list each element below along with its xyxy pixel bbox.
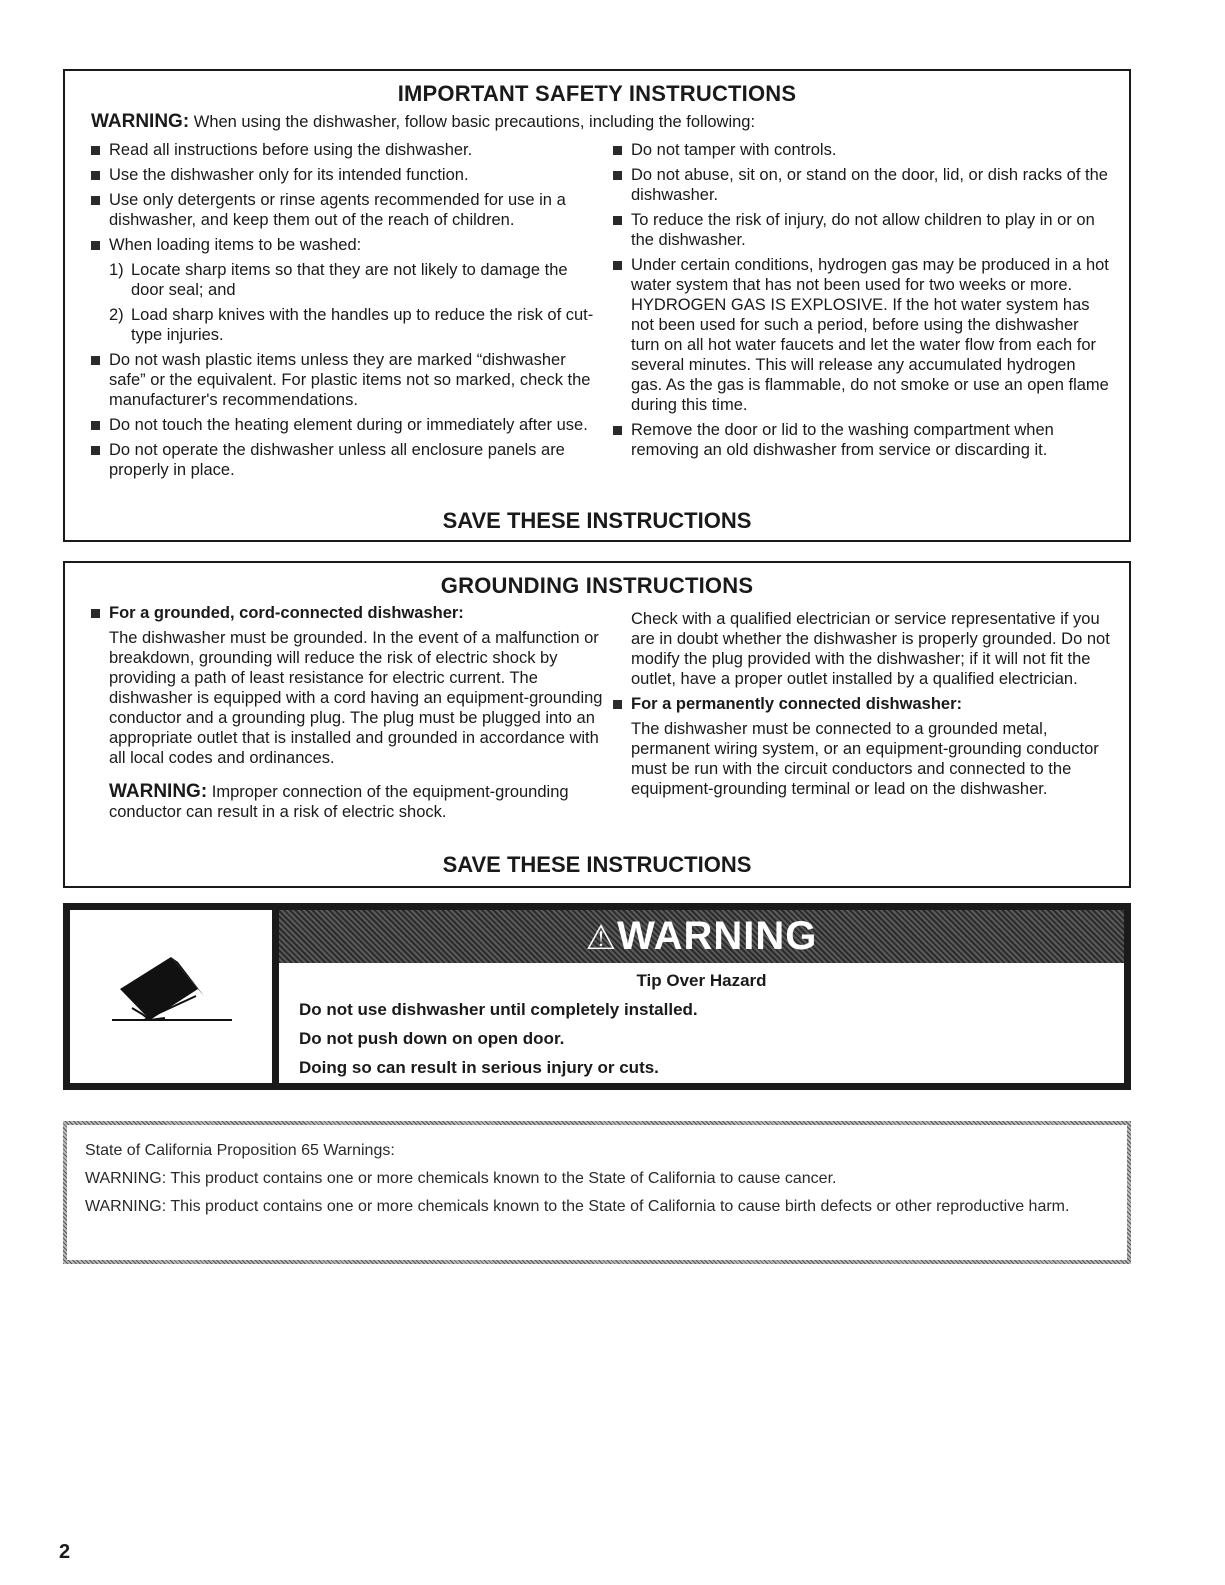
sub-text: Locate sharp items so that they are not likely to damage the door seal; and [131, 261, 568, 299]
warning-banner-label: WARNING [617, 914, 818, 958]
sub-number: 2) [109, 306, 124, 324]
grounding-left-paragraph: The dishwasher must be grounded. In the event of a malfunction or breakdown, grounding will reduce the risk of electric shock by providing a path of least resistance for electric current. The dishwasher is equipped with a cord having an equipment-grounding conductor and a grounding plug. The plug must be plugged into an appropriate outlet that is installed and grounded in accordance with all local codes and ordinances. [109, 629, 603, 767]
warning-label: WARNING: [109, 781, 208, 802]
list-item: To reduce the risk of injury, do not allow children to play in or on the dishwasher. [611, 210, 1111, 250]
safety-right-column [611, 140, 1111, 465]
list-item: When loading items to be washed: [89, 235, 599, 255]
grounding-left-column [89, 603, 604, 827]
save-instructions-heading: SAVE THESE INSTRUCTIONS [442, 852, 752, 877]
list-item: Under certain conditions, hydrogen gas may be produced in a hot water system that has not been used for two weeks or more. HYDROGEN GAS IS EXPLOSIVE. If the hot water system has not been used for such a period, before using the dishwasher turn on all hot water faucets and let the water flow from each for several minutes. This will release any accumulated hydrogen gas. As the gas is flammable, do not smoke or use an open flame during this time. [611, 255, 1111, 415]
grounding-warning [89, 782, 604, 822]
tip-over-content [279, 910, 1124, 1083]
tip-over-warning-box [63, 903, 1131, 1090]
hazard-title: Tip Over Hazard [636, 971, 767, 990]
save-instructions-heading: SAVE THESE INSTRUCTIONS [442, 508, 752, 533]
sub-text: Load sharp knives with the handles up to reduce the risk of cut-type injuries. [131, 306, 594, 344]
prop65-content [67, 1125, 1127, 1260]
warning-text: When using the dishwasher, follow basic precautions, including the following: [189, 113, 756, 131]
sub-number: 1) [109, 261, 124, 279]
grounding-instructions-box [63, 561, 1131, 888]
warning-text: Improper connection of the equipment-grounding conductor can result in a risk of electric shock. [109, 783, 569, 821]
grounding-right-heading: For a permanently connected dishwasher: [611, 694, 1111, 714]
hazard-line: Do not push down on open door. [299, 1029, 565, 1048]
warning-triangle-icon: ⚠ [585, 919, 618, 957]
sub-list-item [89, 260, 599, 300]
grounding-left-heading: For a grounded, cord-connected dishwasher: [89, 603, 604, 623]
prop65-warning: WARNING: This product contains one or more chemicals known to the State of California to cause birth defects or other reproductive harm. [85, 1198, 1070, 1215]
safety-left-column [89, 140, 599, 485]
prop65-box [63, 1121, 1131, 1264]
safety-warning-line [91, 111, 755, 133]
grounding-right-paragraph: The dishwasher must be connected to a grounded metal, permanent wiring system, or an equipment-grounding conductor must be run with the circuit conductors and connected to the equipment-grounding terminal or lead on the dishwasher. [631, 720, 1099, 798]
hazard-line: Doing so can result in serious injury or cuts. [299, 1058, 659, 1077]
grounding-right-paragraph: Check with a qualified electrician or service representative if you are in doubt whether the dishwasher is properly grounded. Do not modify the plug provided with the dishwasher; if it will not fit the outlet, have a proper outlet installed by a qualified electrician. [631, 610, 1110, 688]
warning-banner [279, 910, 1124, 963]
list-item: Do not abuse, sit on, or stand on the door, lid, or dish racks of the dishwasher. [611, 165, 1111, 205]
list-item: Use the dishwasher only for its intended function. [89, 165, 599, 185]
grounding-right-column [611, 609, 1111, 804]
list-item: Do not tamper with controls. [611, 140, 1111, 160]
tip-over-door-icon [70, 910, 272, 1083]
list-item: Do not wash plastic items unless they are marked “dishwasher safe” or the equivalent. For plastic items not so marked, check the manufacturer's recommendations. [89, 350, 599, 410]
list-item: Remove the door or lid to the washing compartment when removing an old dishwasher from service or discarding it. [611, 420, 1111, 460]
hazard-line: Do not use dishwasher until completely installed. [299, 1000, 698, 1019]
prop65-warning: WARNING: This product contains one or more chemicals known to the State of California to cause cancer. [85, 1170, 837, 1187]
prop65-heading: State of California Proposition 65 Warnings: [85, 1142, 395, 1159]
safety-instructions-box [63, 69, 1131, 542]
warning-label: WARNING: [91, 111, 190, 132]
list-item: Do not operate the dishwasher unless all enclosure panels are properly in place. [89, 440, 599, 480]
sub-list-item [89, 305, 599, 345]
list-item: Use only detergents or rinse agents recommended for use in a dishwasher, and keep them out of the reach of children. [89, 190, 599, 230]
list-item: Do not touch the heating element during or immediately after use. [89, 415, 599, 435]
grounding-title: GROUNDING INSTRUCTIONS [440, 573, 754, 598]
list-item: Read all instructions before using the dishwasher. [89, 140, 599, 160]
safety-title: IMPORTANT SAFETY INSTRUCTIONS [397, 81, 797, 106]
page-number: 2 [59, 1541, 71, 1563]
